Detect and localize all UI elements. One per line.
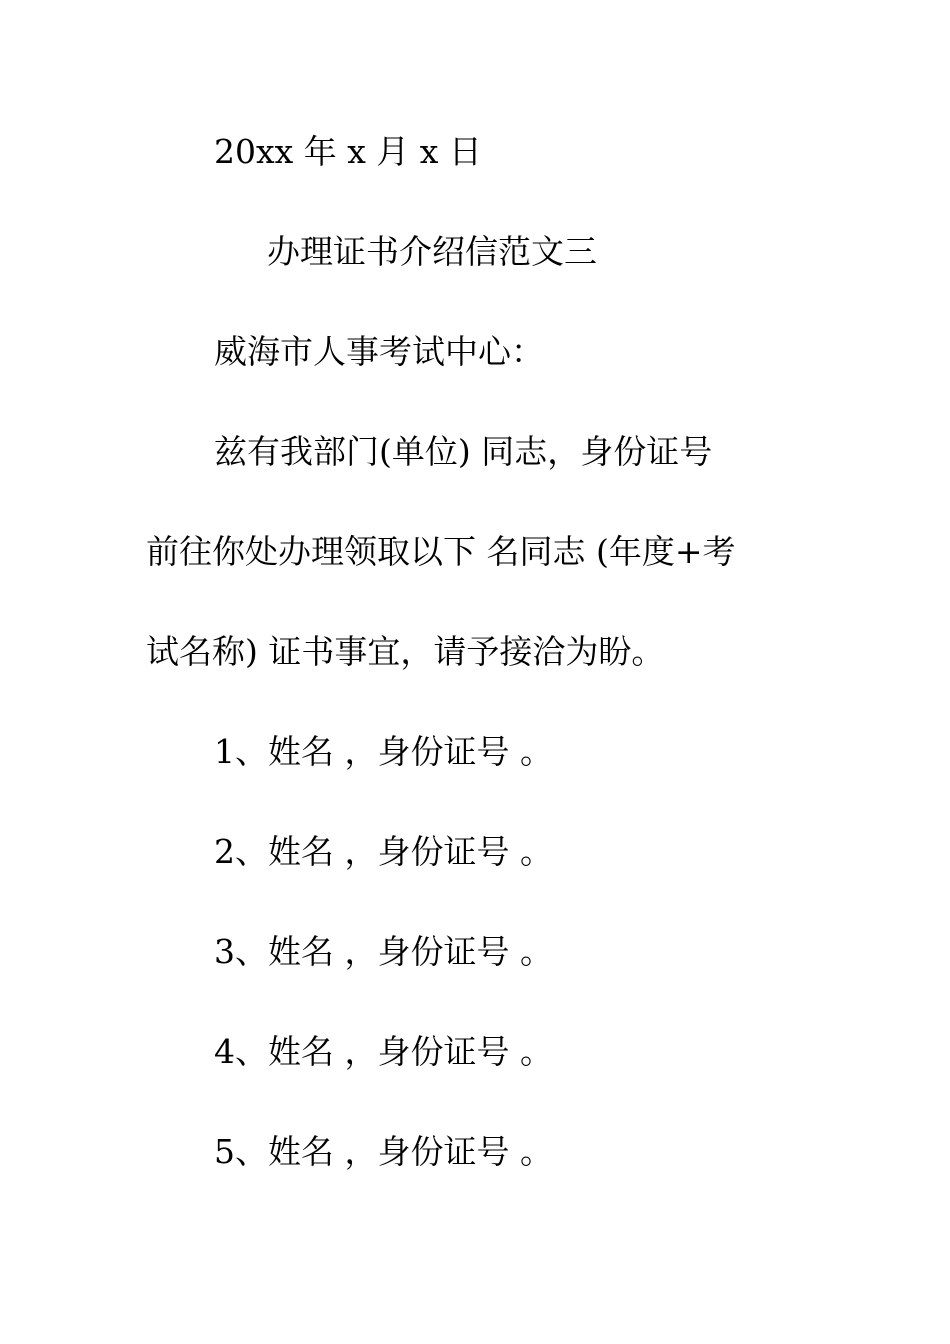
list-item: 2、姓名 ，身份证号 。 xyxy=(214,832,553,871)
list-item: 4、姓名 ，身份证号 。 xyxy=(214,1032,553,1071)
list-item: 5、姓名 ，身份证号 。 xyxy=(214,1132,553,1171)
letter-date: 20xx 年 x 月 x 日 xyxy=(214,132,482,171)
body-line-3: 试名称) 证书事宜，请予接洽为盼。 xyxy=(146,632,665,671)
letter-title: 办理证书介绍信范文三 xyxy=(267,232,597,271)
body-line-2: 前往你处办理领取以下 名同志 (年度+考 xyxy=(146,532,736,571)
body-line-1: 兹有我部门(单位) 同志，身份证号 xyxy=(214,432,713,471)
list-item: 3、姓名 ，身份证号 。 xyxy=(214,932,553,971)
letter-salutation: 威海市人事考试中心： xyxy=(214,332,544,371)
list-item: 1、姓名 ，身份证号 。 xyxy=(214,732,553,771)
